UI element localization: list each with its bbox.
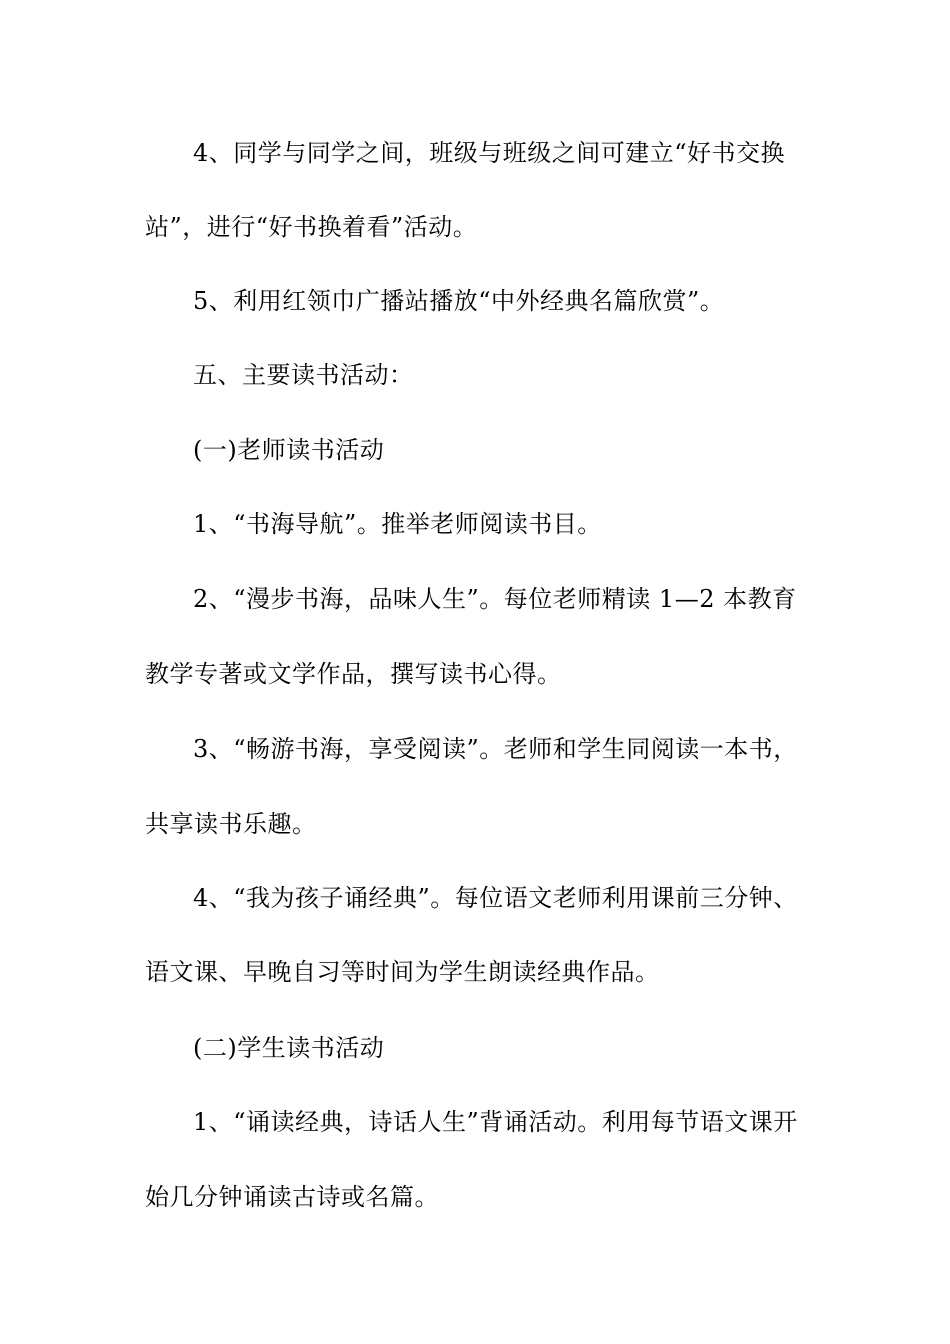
paragraph-line: 始几分钟诵读古诗或名篇。 [145,1183,439,1211]
paragraph-line: 站”，进行“好书换着看”活动。 [145,213,478,241]
paragraph-line: 4、同学与同学之间，班级与班级之间可建立“好书交换 [193,139,786,167]
paragraph-line: 教学专著或文学作品，撰写读书心得。 [145,660,562,688]
subsection-heading: (二)学生读书活动 [193,1034,385,1062]
paragraph-line: 4、“我为孩子诵经典”。每位语文老师利用课前三分钟、 [193,884,798,912]
paragraph-line: 3、“畅游书海，享受阅读”。老师和学生同阅读一本书， [193,735,798,763]
paragraph-line: 5、利用红领巾广播站播放“中外经典名篇欣赏”。 [193,287,725,315]
section-heading: 五、主要读书活动： [193,361,414,389]
paragraph-line: 2、“漫步书海，品味人生”。每位老师精读 1—2 本教育 [193,585,797,613]
paragraph-line: 1、“诵读经典，诗话人生”背诵活动。利用每节语文课开 [193,1108,798,1136]
paragraph-line: 共享读书乐趣。 [145,810,317,838]
paragraph-line: 语文课、早晚自习等时间为学生朗读经典作品。 [145,958,660,986]
subsection-heading: (一)老师读书活动 [193,436,385,464]
paragraph-line: 1、“书海导航”。推举老师阅读书目。 [193,510,602,538]
